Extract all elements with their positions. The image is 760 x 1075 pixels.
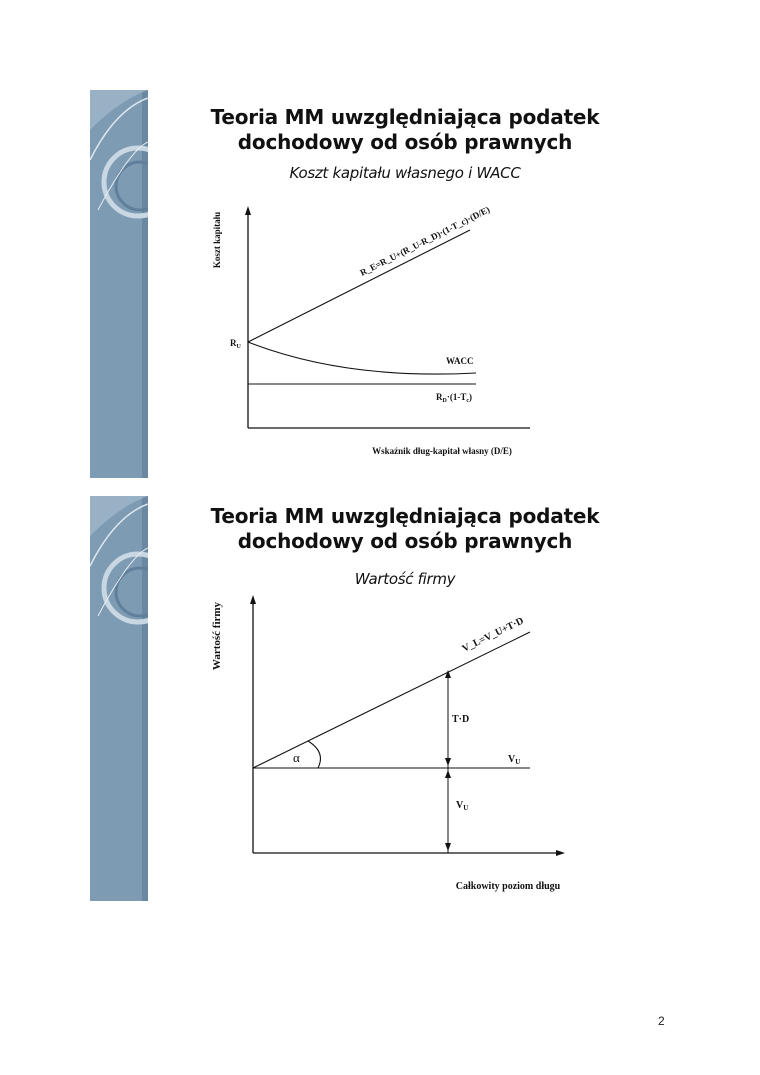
page-number: 2: [658, 1014, 665, 1028]
debt-line-label: $R_D\cdot(1-T_c)$: [436, 392, 473, 404]
cost-of-capital-chart: [90, 90, 650, 478]
unlevered-line-label: $V_U$: [508, 754, 521, 766]
slide-title-line1: Teoria MM uwzględniająca podatek: [210, 105, 600, 129]
y-axis-label: Wartość firmy: [211, 601, 223, 671]
dim-arrow-bottom: [445, 843, 451, 851]
y-axis-label: Koszt kapitału: [212, 211, 222, 269]
dim-arrow-mid-up: [445, 758, 451, 766]
slide-title-line1: Teoria MM uwzględniająca podatek: [210, 504, 600, 528]
equity-line-label: R_E=R_U+(R_U-R_D)·(1-T_c)·(D/E): [358, 204, 492, 278]
equity-cost-line: [248, 230, 470, 342]
firm-value-chart: [90, 496, 650, 901]
levered-value-line: [253, 632, 530, 768]
unlevered-value-label: $V_U$: [456, 800, 469, 812]
slide-subtitle: Wartość firmy: [354, 570, 456, 588]
slide-cost-of-capital: [90, 90, 650, 478]
angle-label: α: [293, 750, 300, 765]
levered-line-label: V_L=V_U+T·D: [460, 615, 526, 655]
x-axis-arrow: [556, 850, 565, 856]
dim-arrow-mid-down: [445, 770, 451, 778]
angle-arc: [308, 741, 320, 768]
wacc-label: WACC: [446, 356, 474, 366]
slide-subtitle: Koszt kapitału własnego i WACC: [289, 164, 521, 182]
y-axis-arrow: [250, 595, 256, 604]
x-axis-label: Wskaźnik dług-kapitał własny (D/E): [372, 446, 512, 456]
wacc-curve: [248, 342, 476, 374]
intercept-label: $R_U$: [230, 338, 241, 350]
x-axis-label: Całkowity poziom długu: [455, 881, 561, 892]
y-axis-arrow: [245, 206, 251, 215]
tax-shield-label: T·D: [452, 714, 470, 725]
slide-firm-value: [90, 496, 650, 901]
slide-title-line2: dochodowy od osób prawnych: [237, 130, 573, 154]
slide-title-line2: dochodowy od osób prawnych: [237, 529, 573, 553]
